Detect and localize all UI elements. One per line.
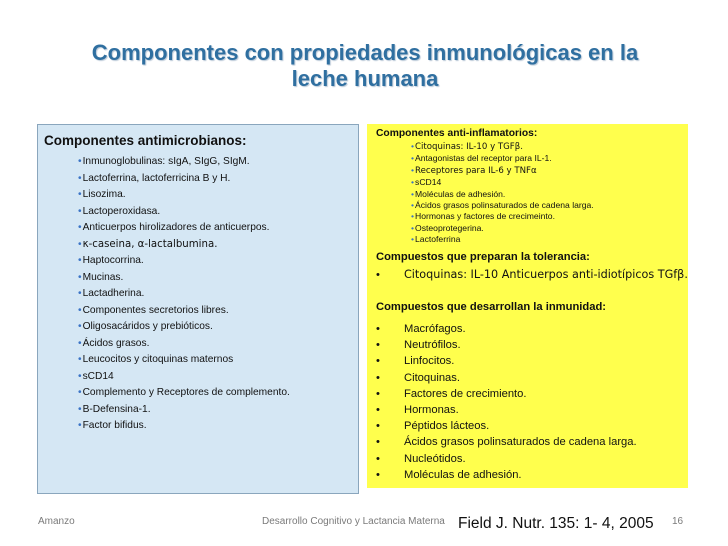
antimicrobial-panel [37,124,359,494]
list-item-text: Citoquinas: IL-10 Anticuerpos anti-idiotípicos TGfβ. [404,268,688,281]
list-item-text: Mucinas. [82,271,124,283]
list-item [411,200,594,211]
list-item [78,402,290,419]
footer-title: Desarrollo Cognitivo y Lactancia Materna [262,516,445,527]
list-item-text: Lactadherina. [82,288,145,299]
bullet-icon: • [411,153,415,164]
citation: Field J. Nutr. 135: 1- 4, 2005 [455,515,657,533]
list-item-text: Moléculas de adhesión. [415,188,506,199]
list-item [78,418,290,435]
list-item-text: Lactoperoxidasa. [82,205,161,217]
slide-title-line-2: leche humana [291,66,439,91]
list-item-text: Leucocitos y citoquinas maternos [82,354,234,365]
list-item-text: Anticuerpos hirolizadores de anticuerpos. [82,222,270,233]
list-item [376,337,637,353]
list-item [376,467,637,483]
bullet-icon: • [376,436,380,449]
bullet-icon: • [411,211,415,222]
list-item-text: Lisozima. [82,189,126,200]
anti-inflammatory-list [411,141,594,246]
bullet-icon: • [78,189,82,200]
list-item-text: Inmunoglobulinas: sIgA, SIgG, SIgM. [82,156,250,167]
list-item [78,253,290,270]
list-item-text: sCD14 [415,177,442,188]
list-item [376,451,637,467]
bullet-icon: • [376,371,380,384]
list-item-text: Receptores para IL-6 y TNFα [415,165,537,176]
list-item-text: sCD14 [82,370,114,382]
list-item [376,418,637,434]
list-item-text: Péptidos lácteos. [404,420,490,433]
bullet-icon: • [78,238,82,250]
list-item-text: B-Defensina-1. [82,403,151,415]
page-number: 16 [672,516,684,527]
list-item [411,189,594,200]
list-item [78,303,290,320]
list-item [411,211,594,222]
list-item [411,153,594,164]
list-item-text: Citoquinas. [404,371,460,384]
list-item-text: Ácidos grasos polinsaturados de cadena larga. [415,200,594,211]
bullet-icon: • [376,420,380,433]
list-item [376,353,637,369]
bullet-icon: • [376,323,380,335]
list-item [78,220,290,237]
list-item-text: Factores de crecimiento. [404,387,527,400]
list-item-text: Nucleótidos. [404,452,466,465]
list-item-text: Moléculas de adhesión. [404,468,522,481]
list-item-text: Oligosacáridos y prebióticos. [82,321,213,332]
bullet-icon: • [376,269,380,281]
bullet-icon: • [78,222,82,233]
list-item [376,402,637,418]
list-item-text: κ-caseina, α-lactalbumina. [82,238,218,250]
bullet-icon: • [78,288,82,299]
list-item-text: Linfocitos. [404,355,455,368]
list-item [78,336,290,353]
immunity-heading: Compuestos que desarrollan la inmunidad: [376,301,606,313]
list-item [78,385,290,402]
antimicrobial-list [78,154,290,435]
bullet-icon: • [78,337,82,349]
bullet-icon: • [376,452,380,465]
list-item [411,234,594,245]
list-item [78,369,290,386]
list-item [78,286,290,303]
slide-title [40,40,690,92]
list-item [411,141,594,153]
list-item-text: Factor bifidus. [82,420,147,431]
bullet-icon: • [78,271,82,283]
list-item [376,386,637,402]
immunity-list [376,321,637,483]
bullet-icon: • [78,172,82,184]
list-item [78,319,290,336]
list-item [411,165,594,177]
list-item [78,270,290,287]
list-item-text: Osteoprotegerina. [415,222,484,233]
bullet-icon: • [78,354,82,365]
list-item [376,370,637,386]
list-item-text: Ácidos grasos. [82,337,150,349]
list-item-text: Componentes secretorios libres. [82,304,229,316]
bullet-icon: • [78,156,82,167]
footer-author: Amanzo [38,516,75,527]
list-item [78,352,290,369]
bullet-icon: • [78,205,82,217]
bullet-icon: • [376,404,380,417]
tolerance-item [376,268,688,281]
list-item-text: Complemento y Receptores de complemento. [82,387,290,398]
list-item-text: Antagonistas del receptor para IL-1. [415,153,552,164]
bullet-icon: • [411,141,415,151]
list-item [411,177,594,188]
bullet-icon: • [78,321,82,332]
bullet-icon: • [78,255,82,266]
list-item-text: Lactoferrina, lactoferricina B y H. [82,172,231,184]
list-item [78,237,290,254]
antimicrobial-heading: Componentes antimicrobianos: [44,133,247,148]
bullet-icon: • [376,355,380,368]
list-item [411,223,594,234]
bullet-icon: • [411,222,415,233]
list-item [78,171,290,188]
bullet-icon: • [78,387,82,398]
bullet-icon: • [376,468,380,481]
list-item-text: Macrófagos. [404,323,466,335]
list-item [376,321,637,337]
bullet-icon: • [411,200,415,211]
list-item-text: Hormonas. [404,404,459,417]
list-item-text: Lactoferrina [415,234,461,245]
list-item-text: Haptocorrina. [82,255,144,266]
list-item [78,187,290,204]
anti-inflammatory-heading: Componentes anti-inflamatorios: [376,128,538,139]
bullet-icon: • [411,188,415,199]
list-item [376,434,637,450]
bullet-icon: • [78,420,82,431]
list-item-text: Ácidos grasos polinsaturados de cadena larga. [404,436,637,449]
slide-title-line-1: Componentes con propiedades inmunológicas en la [91,40,639,65]
bullet-icon: • [411,234,415,245]
list-item [78,154,290,171]
tolerance-heading: Compuestos que preparan la tolerancia: [376,251,590,263]
list-item-text: Citoquinas: IL-10 y TGFβ. [415,142,523,152]
bullet-icon: • [376,339,380,352]
bullet-icon: • [78,304,82,316]
bullet-icon: • [411,164,415,175]
bullet-icon: • [78,403,82,415]
bullet-icon: • [78,370,82,382]
bullet-icon: • [411,177,415,188]
list-item-text: Hormonas y factores de crecimeinto. [415,211,555,222]
list-item-text: Neutrófilos. [404,339,461,352]
list-item [78,204,290,221]
immunity-panel [367,124,688,488]
bullet-icon: • [376,387,380,400]
